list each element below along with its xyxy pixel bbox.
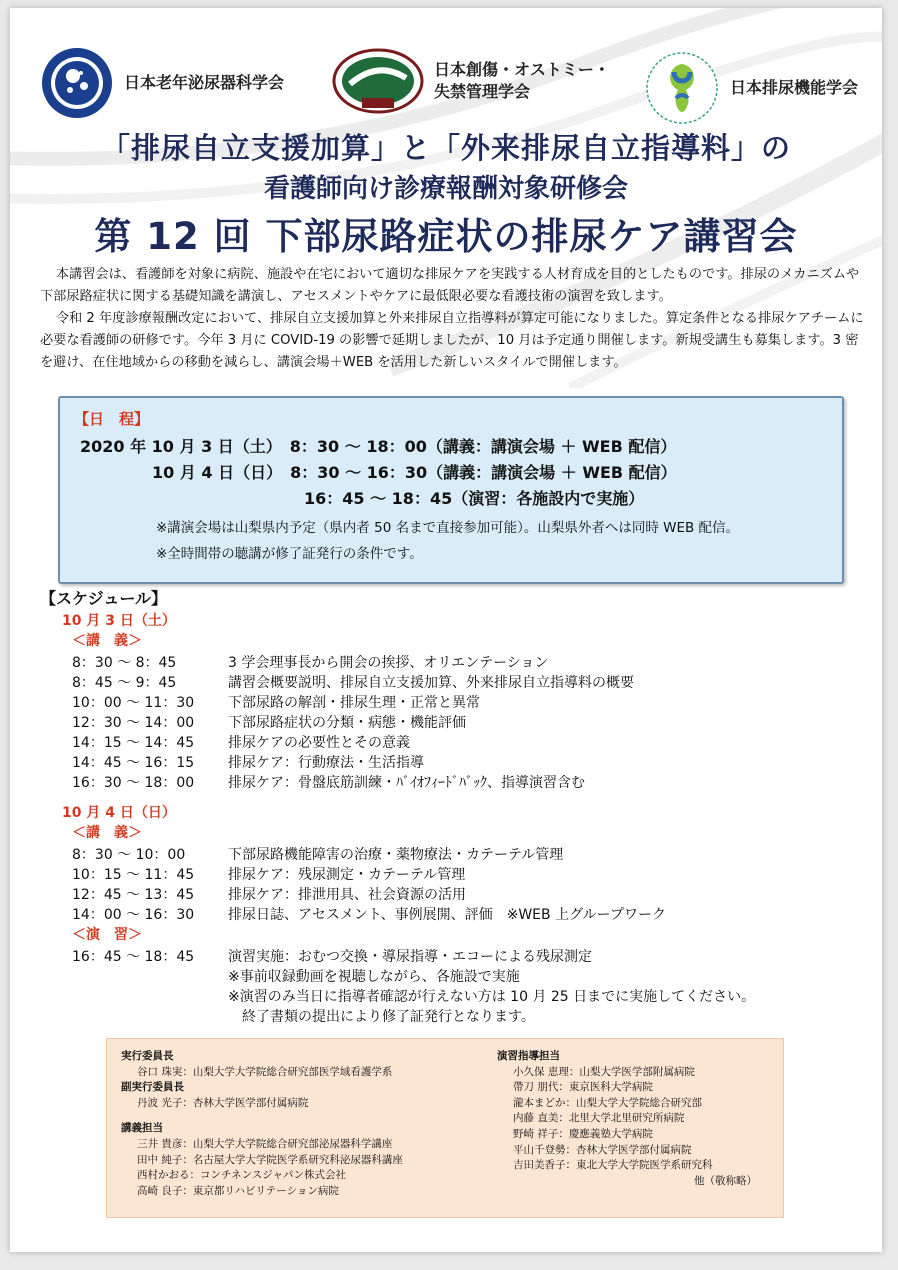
row-time: 8：45 ～ 9：45 bbox=[72, 675, 177, 691]
instructor: 野崎 祥子：慶應義塾大学病院 bbox=[513, 1127, 653, 1140]
row-time: 8：30 ～ 10：00 bbox=[72, 847, 186, 863]
instructor: 平山千登勢：杏林大学医学部付属病院 bbox=[513, 1143, 692, 1156]
lecturers-label: 講義担当 bbox=[121, 1122, 163, 1135]
lecturer: 田中 純子：名古屋大学大学院医学系研究科泌尿器科講座 bbox=[137, 1153, 403, 1166]
dates-heading: 【日 程】 bbox=[74, 410, 150, 428]
row-time: 14：45 ～ 16：15 bbox=[72, 755, 195, 771]
practice-note: ※演習のみ当日に指導者確認が行えない方は 10 月 25 日までに実施してください。 bbox=[228, 989, 756, 1005]
dates-note-1: ※講演会場は山梨県内予定（県内者 50 名まで直接参加可能）。山梨県外者へは同時 WEB 配信。 bbox=[156, 520, 740, 536]
instructor: 小久保 恵理：山梨大学医学部附属病院 bbox=[513, 1065, 695, 1078]
day2-label: 10 月 4 日（日） bbox=[62, 805, 176, 821]
org-continence-society bbox=[644, 50, 858, 126]
schedule-dates-box bbox=[58, 396, 844, 584]
schedule-heading: 【スケジュール】 bbox=[40, 589, 168, 608]
chair-name: 谷口 珠実：山梨大学大学院総合研究部医学域看護学系 bbox=[137, 1065, 393, 1078]
instructor: 瀧本まどか：山梨大学大学院総合研究部 bbox=[513, 1096, 702, 1109]
row-time: 16：30 ～ 18：00 bbox=[72, 775, 195, 791]
practice-note: 終了書類の提出により修了証発行となります。 bbox=[228, 1009, 535, 1025]
schedule-row bbox=[72, 732, 410, 752]
schedule-row bbox=[72, 652, 549, 672]
day1-label: 10 月 3 日（土） bbox=[62, 613, 176, 629]
schedule-row bbox=[72, 772, 585, 792]
intro-paragraph-1: 本講習会は、看護師を対象に病院、施設や在宅において適切な排尿ケアを実践する人材育成を目的としたものです。排尿のメカニズムや下部尿路症状に関する基礎知識を講演し、アセスメントやケアに最低限必要な看護技術の演習を致します。 bbox=[40, 267, 860, 304]
row-desc: 講習会概要説明、排尿自立支援加算、外来排尿自立指導料の概要 bbox=[228, 675, 634, 691]
instructor: 吉田美香子：東北大学大学院医学系研究科 bbox=[513, 1159, 713, 1172]
row-time: 8：30 ～ 8：45 bbox=[72, 655, 177, 671]
row-time: 14：00 ～ 16：30 bbox=[72, 907, 195, 923]
instructor: 内藤 直美：北里大学北里研究所病院 bbox=[513, 1112, 685, 1125]
row-desc: 演習実施：おむつ交換・導尿指導・エコーによる残尿測定 bbox=[228, 949, 592, 965]
schedule-row bbox=[72, 712, 466, 732]
jwocm-logo-icon bbox=[332, 48, 424, 114]
lecturer: 高崎 良子：東京都リハビリテーション病院 bbox=[137, 1184, 339, 1197]
instructor: 帶刀 朋代：東京医科大学病院 bbox=[513, 1081, 653, 1094]
intro-paragraph-2: 令和 2 年度診療報酬改定において、排尿自立支援加算と外来排尿自立指導料が算定可能になりました。算定条件となる排尿ケアチームに必要な看護師の研修です。今年 3 月に COVID-19 の影響で延期しましたが、10 月は予定通り開催します。新規受講生も募集します。3 密を避け、在住地域からの移動を減らし、講演会場＋WEB を活用した新しいスタイルで開催します。 bbox=[40, 311, 864, 370]
title-line-1: 「排尿自立支援加算」と「外来排尿自立指導料」の bbox=[100, 131, 791, 165]
row-desc: 排尿ケア：骨盤底筋訓練・ﾊﾞｲｵﾌｨｰﾄﾞﾊﾞｯｸ、指導演習含む bbox=[228, 775, 585, 791]
row-desc: 排尿ケア：残尿測定・カテーテル管理 bbox=[228, 867, 466, 883]
committee-box bbox=[106, 1038, 784, 1218]
schedule-row bbox=[72, 672, 634, 692]
geriatric-urology-logo-icon bbox=[40, 46, 114, 120]
chair-label: 実行委員長 bbox=[121, 1050, 174, 1062]
row-desc: 下部尿路の解剖・排尿生理・正常と異常 bbox=[228, 695, 480, 711]
day1-lecture-label: ＜講 義＞ bbox=[72, 633, 142, 649]
schedule-row bbox=[72, 692, 480, 712]
row-time: 12：30 ～ 14：00 bbox=[72, 715, 195, 731]
row-time: 14：15 ～ 14：45 bbox=[72, 735, 195, 751]
row-desc: 排尿ケアの必要性とその意義 bbox=[228, 735, 410, 751]
org2-name-line1: 日本創傷・オストミー・ bbox=[434, 60, 610, 79]
schedule-row bbox=[72, 904, 666, 924]
org3-name: 日本排尿機能学会 bbox=[730, 78, 859, 97]
row-desc: 排尿ケア：排泄用具、社会資源の活用 bbox=[228, 887, 466, 903]
continence-society-logo-icon bbox=[644, 50, 720, 126]
row-time: 16：45 ～ 18：45 bbox=[72, 949, 195, 965]
day2-practice-label: ＜演 習＞ bbox=[72, 927, 142, 943]
schedule-row bbox=[72, 946, 592, 966]
vice-chair-name: 丹波 光子：杏林大学医学部付属病院 bbox=[137, 1096, 309, 1109]
org2-name bbox=[434, 59, 610, 103]
committee-left-column bbox=[121, 1049, 403, 1199]
row-desc: 排尿ケア：行動療法・生活指導 bbox=[228, 755, 424, 771]
main-title: 第 12 回 下部尿路症状の排尿ケア講習会 bbox=[94, 215, 798, 258]
date-line-1: 2020 年 10 月 3 日（土） 8：30 ～ 18：00（講義：講演会場 ＋ WEB 配信） bbox=[80, 437, 677, 456]
row-desc: 下部尿路症状の分類・病態・機能評価 bbox=[228, 715, 466, 731]
intro-text bbox=[40, 264, 866, 374]
title-line-2: 看護師向け診療報酬対象研修会 bbox=[263, 174, 628, 204]
instructors-label: 演習指導担当 bbox=[497, 1050, 560, 1062]
day2-lecture-label: ＜講 義＞ bbox=[72, 825, 142, 841]
row-time: 10：15 ～ 11：45 bbox=[72, 867, 195, 883]
committee-right-column bbox=[497, 1049, 757, 1189]
row-desc: 排尿日誌、アセスメント、事例展開、評価 ※WEB 上グループワーク bbox=[228, 907, 666, 923]
dates-note-2: ※全時間帯の聴講が修了証発行の条件です。 bbox=[156, 546, 423, 562]
org2-name-line2: 失禁管理学会 bbox=[434, 82, 531, 101]
honorifics-note: 他（敬称略） bbox=[694, 1174, 757, 1187]
date-line-2: 10 月 4 日（日） 8：30 ～ 16：30（講義：講演会場 ＋ WEB 配信） bbox=[152, 463, 677, 482]
row-desc: 3 学会理事長から開会の挨拶、オリエンテーション bbox=[228, 655, 549, 671]
lecturer: 西村かおる：コンチネンスジャパン株式会社 bbox=[137, 1169, 347, 1182]
schedule-row bbox=[72, 884, 466, 904]
schedule-row bbox=[72, 864, 465, 884]
date-line-3: 16：45 ～ 18：45（演習：各施設内で実施） bbox=[304, 489, 645, 508]
schedule-row bbox=[72, 844, 563, 864]
vice-chair-label: 副実行委員長 bbox=[121, 1081, 184, 1094]
row-time: 12：45 ～ 13：45 bbox=[72, 887, 195, 903]
row-time: 10：00 ～ 11：30 bbox=[72, 695, 195, 711]
org-jwocm bbox=[332, 48, 610, 114]
flyer-page bbox=[10, 8, 882, 1252]
schedule-row bbox=[72, 752, 424, 772]
org1-name: 日本老年泌尿器科学会 bbox=[124, 73, 285, 92]
row-desc: 下部尿路機能障害の治療・薬物療法・カテーテル管理 bbox=[228, 847, 564, 863]
practice-note: ※事前収録動画を視聴しながら、各施設で実施 bbox=[228, 969, 520, 985]
lecturer: 三井 貴彦：山梨大学大学院総合研究部泌尿器科学講座 bbox=[137, 1137, 393, 1150]
org-geriatric-urology bbox=[40, 46, 284, 120]
